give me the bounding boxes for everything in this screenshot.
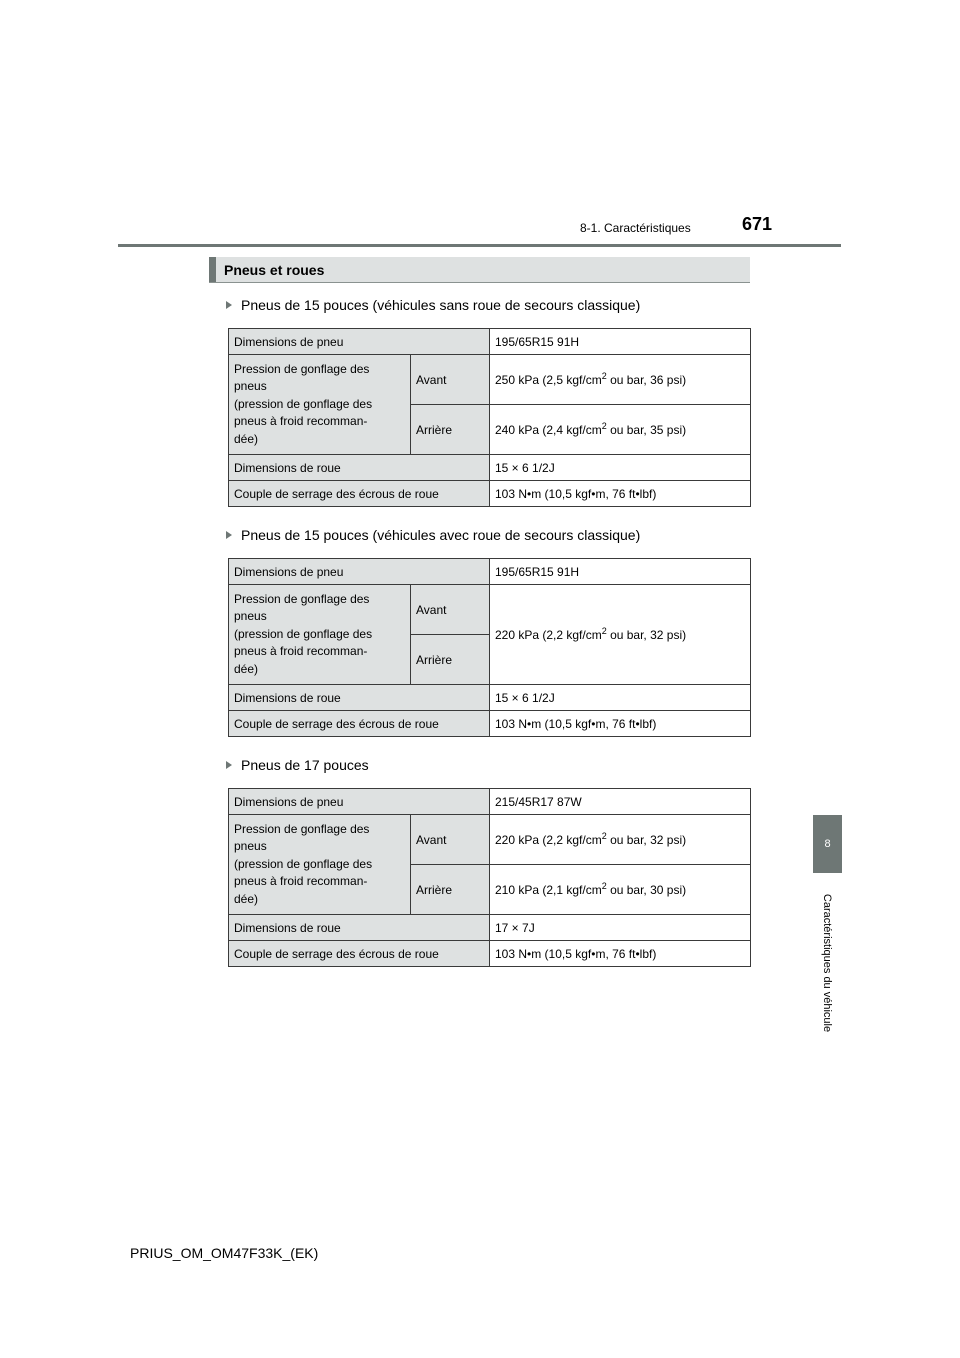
tire-size-value: 195/65R15 91H (490, 329, 751, 355)
row-label-wheel-size: Dimensions de roue (229, 685, 490, 711)
table-row (229, 481, 751, 507)
table-row (229, 329, 751, 355)
header-rule (118, 244, 841, 247)
wheel-size-value: 15 × 6 1/2J (490, 455, 751, 481)
pressure-value: 220 kPa (2,2 kgf/$cm^2$ ou bar, 32 psi) (490, 585, 751, 685)
row-label-torque: Couple de serrage des écrous de roue (229, 941, 490, 967)
rear-pressure-value: 210 kPa (2,1 kgf/$cm^2$ ou bar, 30 psi) (490, 865, 751, 915)
row-label-tire-size: Dimensions de pneu (229, 789, 490, 815)
row-label-wheel-size: Dimensions de roue (229, 915, 490, 941)
row-label-torque: Couple de serrage des écrous de roue (229, 711, 490, 737)
table-row (229, 685, 751, 711)
torque-value: 103 N•m (10,5 kgf•m, 76 ft•lbf) (490, 711, 751, 737)
table-1-heading-text: Pneus de 15 pouces (véhicules sans roue de secours classique) (241, 297, 641, 313)
table-row (229, 585, 751, 635)
tire-size-value: 195/65R15 91H (490, 559, 751, 585)
arrow-right-icon (226, 531, 232, 539)
section-heading-accent (209, 257, 216, 282)
table-row (229, 915, 751, 941)
table-row (229, 789, 751, 815)
section-heading-bar (209, 257, 750, 283)
row-label-rear: Arrière (411, 635, 490, 685)
table-1-heading (226, 297, 640, 313)
row-label-front: Avant (411, 355, 490, 405)
spec-table-3 (228, 788, 751, 967)
table-row (229, 455, 751, 481)
torque-value: 103 N•m (10,5 kgf•m, 76 ft•lbf) (490, 941, 751, 967)
rear-pressure-value: 240 kPa (2,4 kgf/$cm^2$ ou bar, 35 psi) (490, 405, 751, 455)
row-label-pressure: Pression de gonflage des pneus (pression de gonflage des pneus à froid recomman- dée) (229, 355, 411, 455)
document-footer: PRIUS_OM_OM47F33K_(EK) (130, 1245, 319, 1261)
table-row (229, 355, 751, 405)
section-title: Pneus et roues (224, 262, 325, 278)
row-label-rear: Arrière (411, 405, 490, 455)
row-label-pressure: Pression de gonflage des pneus (pression de gonflage des pneus à froid recomman- dée) (229, 815, 411, 915)
running-header-section: 8-1. Caractéristiques (580, 221, 691, 235)
row-label-pressure: Pression de gonflage des pneus (pression de gonflage des pneus à froid recomman- dée) (229, 585, 411, 685)
table-row (229, 711, 751, 737)
row-label-front: Avant (411, 815, 490, 865)
spec-table-2 (228, 558, 751, 737)
chapter-tab: 8 (813, 815, 842, 873)
arrow-right-icon (226, 301, 232, 309)
table-2-heading-text: Pneus de 15 pouces (véhicules avec roue de secours classique) (241, 527, 641, 543)
wheel-size-value: 15 × 6 1/2J (490, 685, 751, 711)
row-label-torque: Couple de serrage des écrous de roue (229, 481, 490, 507)
spec-table-1 (228, 328, 751, 507)
page-number: 671 (742, 214, 773, 234)
torque-value: 103 N•m (10,5 kgf•m, 76 ft•lbf) (490, 481, 751, 507)
front-pressure-value: 220 kPa (2,2 kgf/$cm^2$ ou bar, 32 psi) (490, 815, 751, 865)
front-pressure-value: 250 kPa (2,5 kgf/$cm^2$ ou bar, 36 psi) (490, 355, 751, 405)
chapter-side-label: Caractéristiques du véhicule (821, 893, 833, 1033)
row-label-tire-size: Dimensions de pneu (229, 329, 490, 355)
table-2-heading (226, 527, 640, 543)
table-row (229, 815, 751, 865)
table-row (229, 559, 751, 585)
row-label-wheel-size: Dimensions de roue (229, 455, 490, 481)
arrow-right-icon (226, 761, 232, 769)
row-label-front: Avant (411, 585, 490, 635)
wheel-size-value: 17 × 7J (490, 915, 751, 941)
table-row (229, 941, 751, 967)
table-3-heading (226, 757, 369, 773)
row-label-rear: Arrière (411, 865, 490, 915)
tire-size-value: 215/45R17 87W (490, 789, 751, 815)
table-3-heading-text: Pneus de 17 pouces (241, 757, 369, 773)
row-label-tire-size: Dimensions de pneu (229, 559, 490, 585)
